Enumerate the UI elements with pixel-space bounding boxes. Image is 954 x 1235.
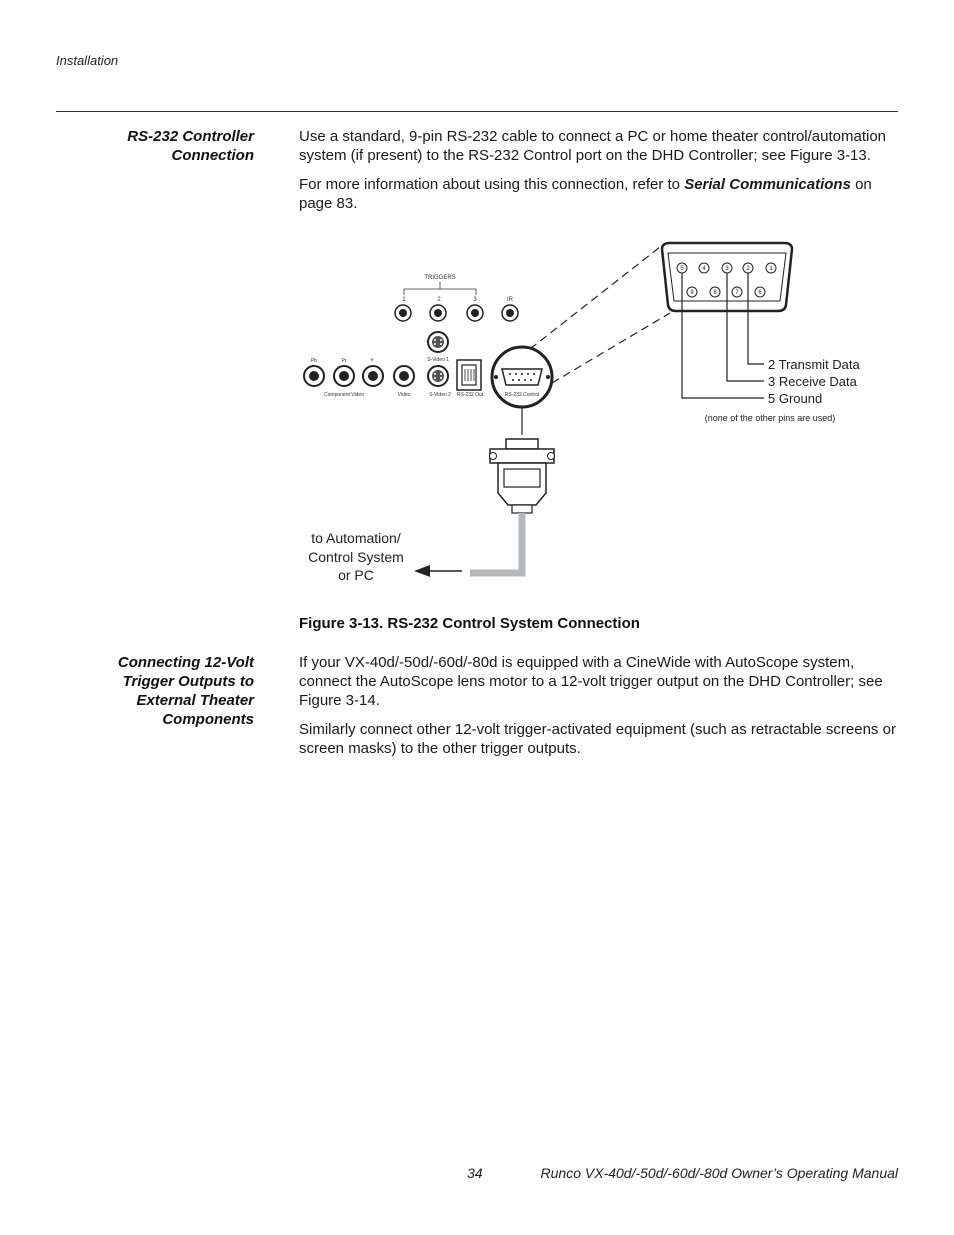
pin-label-receive: 3 Receive Data <box>768 374 857 389</box>
paragraph: If your VX-40d/-50d/-60d/-80d is equipped with a CineWide with AutoScope system, connect the AutoScope lens motor to a 12-volt trigger output on the DHD Controller; see Figure 3-14. <box>299 654 883 709</box>
pin-circle <box>687 287 697 297</box>
destination-arrow <box>414 565 462 577</box>
component-label: Pb <box>310 358 318 364</box>
trigger-jack-2 <box>430 305 446 321</box>
rs232-out-label: RS-232 Out <box>456 392 484 398</box>
pin-circle <box>755 287 765 297</box>
video-jack <box>394 366 414 386</box>
heading-line: Connecting 12-Volt <box>117 654 254 671</box>
pin-circle <box>710 287 720 297</box>
header-rule <box>56 111 898 112</box>
magnify-line-bottom <box>552 313 670 383</box>
ir-jack <box>502 305 518 321</box>
pin-number: 5 <box>680 266 684 272</box>
paragraph: Use a standard, 9-pin RS-232 cable to connect a PC or home theater control/automation system (if present) to the RS-232 Control port on the DHD Controller; see Figure 3-13. <box>299 128 886 164</box>
serial-cable <box>470 513 522 573</box>
section-body-rs232 <box>299 127 899 223</box>
pin-circle <box>743 263 753 273</box>
destination-line: to Automation/ <box>311 530 401 546</box>
svideo1-label: S-Video 1 <box>427 357 449 363</box>
section-body-triggers <box>299 653 899 768</box>
pin-number: 9 <box>690 290 694 296</box>
cross-reference-link[interactable]: Serial Communications <box>684 176 851 193</box>
svideo1-jack <box>428 332 448 352</box>
heading-line: Components <box>162 711 254 728</box>
magnify-line-top <box>530 247 660 349</box>
destination-line: Control System <box>308 549 404 565</box>
trigger-number: 3 <box>473 297 477 303</box>
paragraph <box>299 175 899 213</box>
video-label: Video <box>397 392 411 398</box>
rs232-control-port <box>492 347 552 407</box>
heading-line: External Theater <box>136 692 254 709</box>
section-heading-triggers <box>56 653 254 729</box>
triggers-bracket <box>404 289 476 295</box>
pin-circle <box>766 263 776 273</box>
trigger-number: 2 <box>437 297 441 303</box>
trigger-number: 1 <box>402 297 406 303</box>
component-label: Y <box>370 358 374 364</box>
svideo2-jack <box>428 366 448 386</box>
pr-jack <box>334 366 354 386</box>
trigger-jack-1 <box>395 305 411 321</box>
component-video-label: Component Video <box>324 392 364 398</box>
component-label: Pr <box>341 358 347 364</box>
text-run: on page 83. <box>299 176 872 212</box>
heading-line: RS-232 Controller <box>127 128 254 145</box>
y-jack <box>363 366 383 386</box>
heading-line: Connection <box>171 147 254 164</box>
destination-line: or PC <box>338 567 374 583</box>
pin-number: 8 <box>713 290 717 296</box>
pin-number: 2 <box>746 266 750 272</box>
text-run: For more information about using this connection, refer to <box>299 176 685 193</box>
pin-number: 7 <box>735 290 739 296</box>
triggers-label: TRIGGERS <box>424 275 456 281</box>
pb-jack <box>304 366 324 386</box>
pin-note: (none of the other pins are used) <box>704 413 836 423</box>
pin-number: 3 <box>725 266 729 272</box>
rs232-control-label: RS-232 Control <box>504 392 540 398</box>
trigger-jack-3 <box>467 305 483 321</box>
pin-number: 1 <box>769 266 773 272</box>
section-heading-rs232 <box>56 127 254 165</box>
trigger-number: IR <box>507 297 513 303</box>
paragraph: Similarly connect other 12-volt trigger-activated equipment (such as retractable screens or screen masks) to the other trigger outputs. <box>299 721 896 757</box>
svideo2-label: S-Video 2 <box>429 392 451 398</box>
pin-number: 6 <box>758 290 762 296</box>
pin-circle <box>722 263 732 273</box>
rs232-out-port <box>457 360 481 390</box>
pin-label-transmit: 2 Transmit Data <box>768 357 860 372</box>
pin-circle <box>677 263 687 273</box>
figure-rs232-connection <box>290 235 900 595</box>
figure-caption: Figure 3-13. RS-232 Control System Connection <box>299 615 640 632</box>
page-number: 34 <box>467 1165 483 1181</box>
pin-number: 4 <box>702 266 706 272</box>
pin-circle <box>699 263 709 273</box>
manual-title: Runco VX-40d/-50d/-60d/-80d Owner’s Operating Manual <box>540 1165 898 1181</box>
pin-label-ground: 5 Ground <box>768 391 823 406</box>
heading-line: Trigger Outputs to <box>122 673 254 690</box>
db9-plug <box>490 439 555 513</box>
running-head: Installation <box>56 53 119 68</box>
pin-circle <box>732 287 742 297</box>
